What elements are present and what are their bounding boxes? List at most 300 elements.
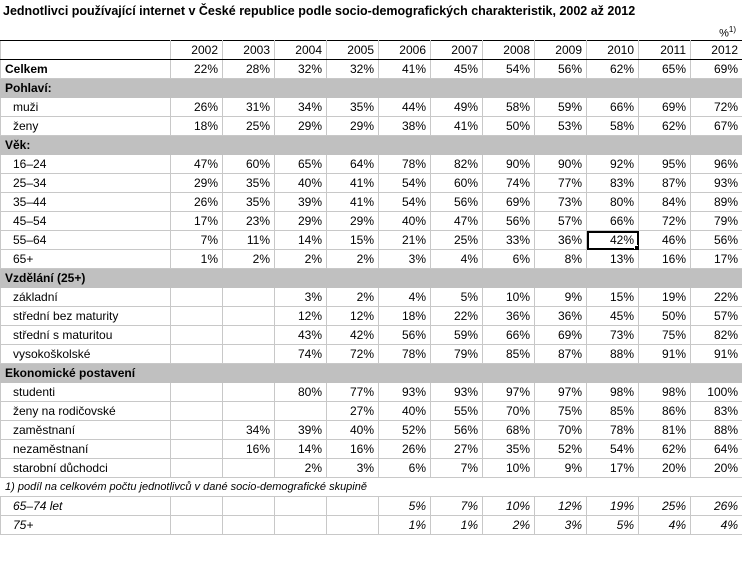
section-empty-cell[interactable]: [275, 269, 327, 288]
section-empty-cell[interactable]: [535, 79, 587, 98]
value-cell[interactable]: 2%: [327, 288, 379, 307]
value-cell[interactable]: 66%: [587, 212, 639, 231]
value-cell[interactable]: [223, 307, 275, 326]
value-cell[interactable]: 20%: [691, 459, 742, 478]
value-cell[interactable]: 56%: [483, 212, 535, 231]
value-cell[interactable]: 72%: [639, 212, 691, 231]
value-cell[interactable]: 32%: [327, 60, 379, 79]
value-cell[interactable]: 55%: [431, 402, 483, 421]
value-cell[interactable]: 56%: [379, 326, 431, 345]
value-cell[interactable]: 81%: [639, 421, 691, 440]
value-cell[interactable]: 26%: [379, 440, 431, 459]
value-cell[interactable]: 2%: [483, 516, 535, 535]
value-cell[interactable]: 80%: [587, 193, 639, 212]
value-cell[interactable]: 69%: [483, 193, 535, 212]
value-cell[interactable]: 10%: [483, 497, 535, 516]
value-cell[interactable]: 6%: [483, 250, 535, 269]
value-cell[interactable]: 26%: [691, 497, 742, 516]
value-cell[interactable]: 75%: [639, 326, 691, 345]
value-cell[interactable]: 41%: [327, 174, 379, 193]
value-cell[interactable]: 47%: [431, 212, 483, 231]
value-cell[interactable]: 98%: [639, 383, 691, 402]
value-cell[interactable]: 9%: [535, 288, 587, 307]
section-empty-cell[interactable]: [691, 269, 742, 288]
year-header-cell[interactable]: 2006: [379, 41, 431, 60]
section-empty-cell[interactable]: [483, 269, 535, 288]
value-cell[interactable]: 40%: [275, 174, 327, 193]
year-header-cell[interactable]: 2007: [431, 41, 483, 60]
row-label-cell[interactable]: 25–34: [1, 174, 171, 193]
value-cell[interactable]: 35%: [327, 98, 379, 117]
year-header-cell[interactable]: 2009: [535, 41, 587, 60]
value-cell[interactable]: 4%: [639, 516, 691, 535]
footnote-cell[interactable]: 1) podíl na celkovém počtu jednotlivců v dané socio-demografické skupině: [1, 478, 742, 497]
section-empty-cell[interactable]: [431, 364, 483, 383]
value-cell[interactable]: 66%: [587, 98, 639, 117]
value-cell[interactable]: [275, 516, 327, 535]
value-cell[interactable]: 7%: [431, 459, 483, 478]
section-empty-cell[interactable]: [691, 136, 742, 155]
value-cell[interactable]: [223, 288, 275, 307]
value-cell[interactable]: 60%: [431, 174, 483, 193]
value-cell[interactable]: 90%: [535, 155, 587, 174]
value-cell[interactable]: 5%: [587, 516, 639, 535]
value-cell[interactable]: 95%: [639, 155, 691, 174]
value-cell[interactable]: 52%: [379, 421, 431, 440]
value-cell[interactable]: 25%: [223, 117, 275, 136]
section-empty-cell[interactable]: [327, 269, 379, 288]
section-empty-cell[interactable]: [171, 136, 223, 155]
row-label-cell[interactable]: střední bez maturity: [1, 307, 171, 326]
value-cell[interactable]: 88%: [587, 345, 639, 364]
value-cell[interactable]: 39%: [275, 193, 327, 212]
value-cell[interactable]: 3%: [535, 516, 587, 535]
value-cell[interactable]: 75%: [535, 402, 587, 421]
value-cell[interactable]: 78%: [587, 421, 639, 440]
section-empty-cell[interactable]: [223, 364, 275, 383]
value-cell[interactable]: 28%: [223, 60, 275, 79]
value-cell[interactable]: 44%: [379, 98, 431, 117]
value-cell[interactable]: [171, 421, 223, 440]
value-cell[interactable]: 18%: [171, 117, 223, 136]
value-cell[interactable]: 83%: [691, 402, 742, 421]
value-cell[interactable]: 56%: [691, 231, 742, 250]
value-cell[interactable]: 93%: [691, 174, 742, 193]
value-cell[interactable]: 1%: [379, 516, 431, 535]
value-cell[interactable]: 77%: [535, 174, 587, 193]
value-cell[interactable]: 66%: [483, 326, 535, 345]
total-label-cell[interactable]: Celkem: [1, 60, 171, 79]
value-cell[interactable]: 36%: [535, 231, 587, 250]
value-cell[interactable]: 98%: [587, 383, 639, 402]
section-label-cell[interactable]: Vzdělání (25+): [1, 269, 171, 288]
section-empty-cell[interactable]: [587, 364, 639, 383]
value-cell[interactable]: 80%: [275, 383, 327, 402]
section-label-cell[interactable]: Ekonomické postavení: [1, 364, 171, 383]
value-cell[interactable]: 9%: [535, 459, 587, 478]
value-cell[interactable]: 69%: [691, 60, 742, 79]
value-cell[interactable]: 26%: [171, 193, 223, 212]
value-cell[interactable]: 56%: [535, 60, 587, 79]
row-label-cell[interactable]: studenti: [1, 383, 171, 402]
value-cell[interactable]: 49%: [431, 98, 483, 117]
value-cell[interactable]: 54%: [379, 193, 431, 212]
value-cell[interactable]: 64%: [691, 440, 742, 459]
value-cell[interactable]: 54%: [379, 174, 431, 193]
value-cell[interactable]: 4%: [379, 288, 431, 307]
section-empty-cell[interactable]: [535, 136, 587, 155]
row-label-cell[interactable]: 16–24: [1, 155, 171, 174]
value-cell[interactable]: 74%: [275, 345, 327, 364]
value-cell[interactable]: 13%: [587, 250, 639, 269]
value-cell[interactable]: 7%: [171, 231, 223, 250]
value-cell[interactable]: 29%: [327, 117, 379, 136]
row-label-cell[interactable]: 45–54: [1, 212, 171, 231]
value-cell[interactable]: 32%: [275, 60, 327, 79]
row-label-cell[interactable]: ženy: [1, 117, 171, 136]
value-cell[interactable]: 29%: [275, 212, 327, 231]
value-cell[interactable]: 11%: [223, 231, 275, 250]
value-cell[interactable]: 68%: [483, 421, 535, 440]
section-empty-cell[interactable]: [275, 136, 327, 155]
value-cell[interactable]: 82%: [431, 155, 483, 174]
section-empty-cell[interactable]: [379, 364, 431, 383]
row-label-cell[interactable]: 55–64: [1, 231, 171, 250]
section-empty-cell[interactable]: [483, 364, 535, 383]
value-cell[interactable]: 82%: [691, 326, 742, 345]
value-cell[interactable]: 74%: [483, 174, 535, 193]
value-cell[interactable]: 2%: [275, 250, 327, 269]
value-cell[interactable]: 62%: [639, 117, 691, 136]
section-empty-cell[interactable]: [223, 269, 275, 288]
value-cell[interactable]: [275, 402, 327, 421]
value-cell[interactable]: 91%: [639, 345, 691, 364]
value-cell[interactable]: 88%: [691, 421, 742, 440]
value-cell[interactable]: 2%: [327, 250, 379, 269]
value-cell[interactable]: [223, 326, 275, 345]
value-cell[interactable]: 41%: [431, 117, 483, 136]
row-label-cell[interactable]: ženy na rodičovské: [1, 402, 171, 421]
value-cell[interactable]: 72%: [691, 98, 742, 117]
value-cell[interactable]: 15%: [327, 231, 379, 250]
value-cell[interactable]: 90%: [483, 155, 535, 174]
value-cell[interactable]: 54%: [587, 440, 639, 459]
section-empty-cell[interactable]: [431, 136, 483, 155]
value-cell[interactable]: 46%: [639, 231, 691, 250]
value-cell[interactable]: [327, 516, 379, 535]
value-cell[interactable]: [171, 459, 223, 478]
value-cell[interactable]: 84%: [639, 193, 691, 212]
value-cell[interactable]: [171, 288, 223, 307]
value-cell[interactable]: 19%: [639, 288, 691, 307]
value-cell[interactable]: 62%: [587, 60, 639, 79]
value-cell[interactable]: 34%: [223, 421, 275, 440]
value-cell[interactable]: [223, 383, 275, 402]
value-cell[interactable]: 59%: [535, 98, 587, 117]
value-cell[interactable]: 29%: [327, 212, 379, 231]
section-empty-cell[interactable]: [327, 136, 379, 155]
section-empty-cell[interactable]: [639, 136, 691, 155]
value-cell[interactable]: 12%: [275, 307, 327, 326]
value-cell[interactable]: [171, 307, 223, 326]
value-cell[interactable]: 69%: [535, 326, 587, 345]
row-label-cell[interactable]: 75+: [1, 516, 171, 535]
value-cell[interactable]: 47%: [171, 155, 223, 174]
year-header-cell[interactable]: 2010: [587, 41, 639, 60]
value-cell[interactable]: 50%: [483, 117, 535, 136]
section-empty-cell[interactable]: [275, 364, 327, 383]
year-header-cell[interactable]: 2011: [639, 41, 691, 60]
selected-cell[interactable]: 42%: [587, 231, 639, 250]
value-cell[interactable]: 10%: [483, 288, 535, 307]
value-cell[interactable]: 45%: [431, 60, 483, 79]
value-cell[interactable]: 60%: [223, 155, 275, 174]
value-cell[interactable]: 65%: [639, 60, 691, 79]
value-cell[interactable]: 72%: [327, 345, 379, 364]
value-cell[interactable]: 35%: [483, 440, 535, 459]
value-cell[interactable]: 79%: [691, 212, 742, 231]
section-empty-cell[interactable]: [483, 79, 535, 98]
value-cell[interactable]: [275, 497, 327, 516]
section-empty-cell[interactable]: [483, 136, 535, 155]
value-cell[interactable]: 96%: [691, 155, 742, 174]
value-cell[interactable]: 93%: [379, 383, 431, 402]
year-header-cell[interactable]: 2003: [223, 41, 275, 60]
row-label-cell[interactable]: muži: [1, 98, 171, 117]
value-cell[interactable]: 91%: [691, 345, 742, 364]
value-cell[interactable]: 4%: [691, 516, 742, 535]
value-cell[interactable]: 36%: [535, 307, 587, 326]
value-cell[interactable]: 23%: [223, 212, 275, 231]
section-empty-cell[interactable]: [379, 79, 431, 98]
value-cell[interactable]: 73%: [587, 326, 639, 345]
row-label-cell[interactable]: zaměstnaní: [1, 421, 171, 440]
value-cell[interactable]: 67%: [691, 117, 742, 136]
value-cell[interactable]: 18%: [379, 307, 431, 326]
value-cell[interactable]: 45%: [587, 307, 639, 326]
section-label-cell[interactable]: Věk:: [1, 136, 171, 155]
section-empty-cell[interactable]: [171, 79, 223, 98]
value-cell[interactable]: 86%: [639, 402, 691, 421]
value-cell[interactable]: 12%: [327, 307, 379, 326]
value-cell[interactable]: 83%: [587, 174, 639, 193]
value-cell[interactable]: [171, 383, 223, 402]
section-empty-cell[interactable]: [691, 79, 742, 98]
year-header-cell[interactable]: 2005: [327, 41, 379, 60]
value-cell[interactable]: 17%: [171, 212, 223, 231]
value-cell[interactable]: [171, 516, 223, 535]
section-empty-cell[interactable]: [639, 269, 691, 288]
value-cell[interactable]: 57%: [535, 212, 587, 231]
value-cell[interactable]: 87%: [535, 345, 587, 364]
row-label-cell[interactable]: 65+: [1, 250, 171, 269]
value-cell[interactable]: 79%: [431, 345, 483, 364]
value-cell[interactable]: 1%: [431, 516, 483, 535]
year-header-cell[interactable]: 2002: [171, 41, 223, 60]
value-cell[interactable]: 85%: [587, 402, 639, 421]
section-empty-cell[interactable]: [379, 136, 431, 155]
value-cell[interactable]: 100%: [691, 383, 742, 402]
value-cell[interactable]: 8%: [535, 250, 587, 269]
value-cell[interactable]: 1%: [171, 250, 223, 269]
value-cell[interactable]: 3%: [275, 288, 327, 307]
section-empty-cell[interactable]: [171, 364, 223, 383]
row-label-cell[interactable]: vysokoškolské: [1, 345, 171, 364]
value-cell[interactable]: 70%: [535, 421, 587, 440]
value-cell[interactable]: 89%: [691, 193, 742, 212]
value-cell[interactable]: 6%: [379, 459, 431, 478]
section-empty-cell[interactable]: [223, 79, 275, 98]
row-label-cell[interactable]: základní: [1, 288, 171, 307]
value-cell[interactable]: 4%: [431, 250, 483, 269]
value-cell[interactable]: 65%: [275, 155, 327, 174]
year-header-cell[interactable]: 2004: [275, 41, 327, 60]
row-label-cell[interactable]: 35–44: [1, 193, 171, 212]
value-cell[interactable]: 59%: [431, 326, 483, 345]
section-empty-cell[interactable]: [587, 79, 639, 98]
section-empty-cell[interactable]: [639, 79, 691, 98]
value-cell[interactable]: 73%: [535, 193, 587, 212]
value-cell[interactable]: 17%: [587, 459, 639, 478]
value-cell[interactable]: 16%: [327, 440, 379, 459]
value-cell[interactable]: 85%: [483, 345, 535, 364]
section-empty-cell[interactable]: [327, 364, 379, 383]
value-cell[interactable]: 10%: [483, 459, 535, 478]
value-cell[interactable]: 97%: [535, 383, 587, 402]
value-cell[interactable]: [327, 497, 379, 516]
value-cell[interactable]: 21%: [379, 231, 431, 250]
value-cell[interactable]: 40%: [379, 212, 431, 231]
value-cell[interactable]: 40%: [327, 421, 379, 440]
value-cell[interactable]: 16%: [639, 250, 691, 269]
value-cell[interactable]: 93%: [431, 383, 483, 402]
value-cell[interactable]: 62%: [639, 440, 691, 459]
value-cell[interactable]: 14%: [275, 231, 327, 250]
value-cell[interactable]: [171, 497, 223, 516]
value-cell[interactable]: 27%: [327, 402, 379, 421]
section-empty-cell[interactable]: [691, 364, 742, 383]
section-empty-cell[interactable]: [587, 136, 639, 155]
value-cell[interactable]: 54%: [483, 60, 535, 79]
value-cell[interactable]: 64%: [327, 155, 379, 174]
value-cell[interactable]: 14%: [275, 440, 327, 459]
value-cell[interactable]: [223, 459, 275, 478]
value-cell[interactable]: 34%: [275, 98, 327, 117]
value-cell[interactable]: 56%: [431, 421, 483, 440]
value-cell[interactable]: 53%: [535, 117, 587, 136]
value-cell[interactable]: 43%: [275, 326, 327, 345]
value-cell[interactable]: 22%: [171, 60, 223, 79]
value-cell[interactable]: 33%: [483, 231, 535, 250]
value-cell[interactable]: 57%: [691, 307, 742, 326]
value-cell[interactable]: 58%: [587, 117, 639, 136]
value-cell[interactable]: [171, 402, 223, 421]
value-cell[interactable]: 16%: [223, 440, 275, 459]
value-cell[interactable]: 19%: [587, 497, 639, 516]
value-cell[interactable]: 77%: [327, 383, 379, 402]
value-cell[interactable]: 3%: [379, 250, 431, 269]
section-empty-cell[interactable]: [587, 269, 639, 288]
section-empty-cell[interactable]: [379, 269, 431, 288]
value-cell[interactable]: 58%: [483, 98, 535, 117]
value-cell[interactable]: 15%: [587, 288, 639, 307]
year-header-cell[interactable]: 2012: [691, 41, 742, 60]
section-empty-cell[interactable]: [171, 269, 223, 288]
value-cell[interactable]: [223, 497, 275, 516]
value-cell[interactable]: 2%: [275, 459, 327, 478]
value-cell[interactable]: 39%: [275, 421, 327, 440]
value-cell[interactable]: 87%: [639, 174, 691, 193]
row-label-cell[interactable]: nezaměstnaní: [1, 440, 171, 459]
value-cell[interactable]: [223, 402, 275, 421]
value-cell[interactable]: 70%: [483, 402, 535, 421]
value-cell[interactable]: 69%: [639, 98, 691, 117]
value-cell[interactable]: 3%: [327, 459, 379, 478]
value-cell[interactable]: 42%: [327, 326, 379, 345]
value-cell[interactable]: 92%: [587, 155, 639, 174]
value-cell[interactable]: 5%: [431, 288, 483, 307]
value-cell[interactable]: 25%: [639, 497, 691, 516]
row-label-cell[interactable]: 65–74 let: [1, 497, 171, 516]
section-label-cell[interactable]: Pohlaví:: [1, 79, 171, 98]
value-cell[interactable]: 7%: [431, 497, 483, 516]
value-cell[interactable]: 27%: [431, 440, 483, 459]
section-empty-cell[interactable]: [327, 79, 379, 98]
year-header-cell[interactable]: 2008: [483, 41, 535, 60]
value-cell[interactable]: 78%: [379, 345, 431, 364]
section-empty-cell[interactable]: [535, 364, 587, 383]
value-cell[interactable]: 41%: [379, 60, 431, 79]
value-cell[interactable]: 36%: [483, 307, 535, 326]
value-cell[interactable]: 29%: [275, 117, 327, 136]
value-cell[interactable]: 22%: [691, 288, 742, 307]
value-cell[interactable]: 29%: [171, 174, 223, 193]
value-cell[interactable]: 78%: [379, 155, 431, 174]
header-corner-cell[interactable]: [1, 41, 171, 60]
value-cell[interactable]: 2%: [223, 250, 275, 269]
value-cell[interactable]: 26%: [171, 98, 223, 117]
value-cell[interactable]: [171, 326, 223, 345]
value-cell[interactable]: 35%: [223, 174, 275, 193]
value-cell[interactable]: 40%: [379, 402, 431, 421]
value-cell[interactable]: 41%: [327, 193, 379, 212]
value-cell[interactable]: 22%: [431, 307, 483, 326]
section-empty-cell[interactable]: [431, 269, 483, 288]
row-label-cell[interactable]: střední s maturitou: [1, 326, 171, 345]
section-empty-cell[interactable]: [275, 79, 327, 98]
value-cell[interactable]: 17%: [691, 250, 742, 269]
value-cell[interactable]: [171, 440, 223, 459]
value-cell[interactable]: 52%: [535, 440, 587, 459]
value-cell[interactable]: 38%: [379, 117, 431, 136]
value-cell[interactable]: 56%: [431, 193, 483, 212]
value-cell[interactable]: 97%: [483, 383, 535, 402]
section-empty-cell[interactable]: [431, 79, 483, 98]
value-cell[interactable]: 20%: [639, 459, 691, 478]
section-empty-cell[interactable]: [639, 364, 691, 383]
value-cell[interactable]: [171, 345, 223, 364]
value-cell[interactable]: 50%: [639, 307, 691, 326]
row-label-cell[interactable]: starobní důchodci: [1, 459, 171, 478]
value-cell[interactable]: [223, 516, 275, 535]
section-empty-cell[interactable]: [223, 136, 275, 155]
value-cell[interactable]: [223, 345, 275, 364]
section-empty-cell[interactable]: [535, 269, 587, 288]
value-cell[interactable]: 31%: [223, 98, 275, 117]
value-cell[interactable]: 5%: [379, 497, 431, 516]
value-cell[interactable]: 35%: [223, 193, 275, 212]
value-cell[interactable]: 25%: [431, 231, 483, 250]
